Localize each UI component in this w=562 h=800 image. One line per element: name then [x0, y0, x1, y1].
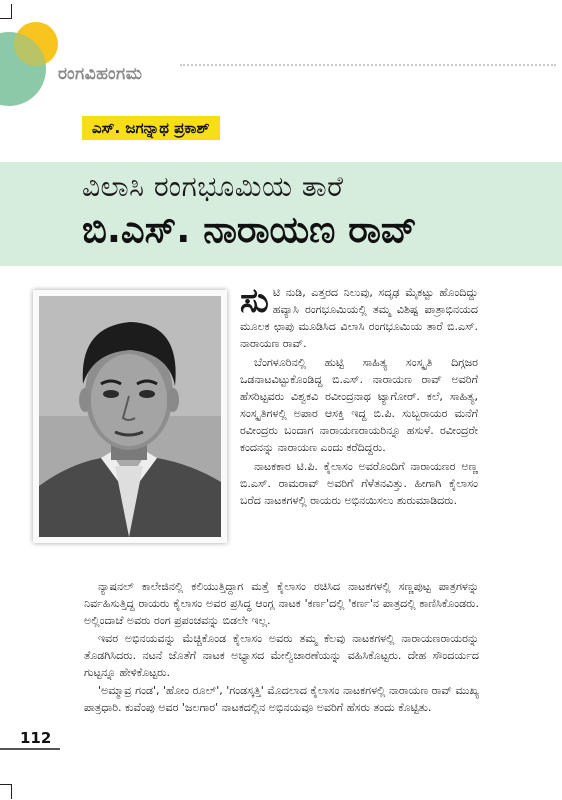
- portrait-illustration: [39, 296, 221, 537]
- paragraph: ನಾಟಕಕಾರ ಟಿ.ಪಿ. ಕೈಲಾಸಂ ಅವರೊಂದಿಗೆ ನಾರಾಯಣರ ಅಣ್ಣ ಬಿ.ಎಸ್. ರಾಮರಾವ್ ಅವರಿಗೆ ಗೆಳೆತನವಿತ್ತು. ಹೀಗಾಗಿ ಕೈಲಾಸಂ ಬರೆದ ನಾಟಕಗಳಲ್ಲಿ ರಾಯರು ಅಭಿನಯಿಸಲು ಶುರುಮಾಡಿದರು.: [240, 460, 478, 507]
- drop-cap: ಸು: [240, 281, 269, 321]
- portrait-photo: [39, 296, 221, 537]
- article-title: ಬಿ.ಎಸ್. ನಾರಾಯಣ ರಾವ್: [82, 208, 417, 251]
- article-column-right: [240, 281, 478, 511]
- paragraph: ಬೆಂಗಳೂರಿನಲ್ಲಿ ಹುಟ್ಟಿ ಸಾಹಿತ್ಯ ಸಂಸ್ಕೃತಿ ದಿಗ್ಗಜರ ಒಡನಾಟವಿಟ್ಟುಕೊಂಡಿದ್ದ ಬಿ.ಎಸ್. ನಾರಾಯಣ ರಾವ್ ಅವರಿಗೆ ಹೆಸರಿಟ್ಟವರು ವಿಶ್ವಕವಿ ರವೀಂದ್ರನಾಥ ಟ್ಯಾಗೋರ್. ಕಲೆ, ಸಾಹಿತ್ಯ, ಸಂಸ್ಕೃತಿಗಳಲ್ಲಿ ಅಪಾರ ಆಸಕ್ತಿ ಇದ್ದ ಬಿ.ಪಿ. ಸುಬ್ಬರಾಯರ ಮನೆಗೆ ರವೀಂದ್ರರು ಬಂದಾಗ ನಾರಾಯಣರಾಯರಿನ್ನೂ ಹಸುಳೆ. ರವೀಂದ್ರರೇ ಕಂದನನ್ನು ನಾರಾಯಣ ಎಂದು ಕರೆದಿದ್ದರು.: [240, 356, 478, 454]
- paragraph: 'ಅಮ್ಮಾವ್ರ ಗಂಡ', 'ಹೋಂ ರೂಲ್', 'ಗಂಡಸ್ಕತ್ತಿ' ಮೊದಲಾದ ಕೈಲಾಸಂ ನಾಟಕಗಳಲ್ಲಿ ನಾರಾಯಣ ರಾವ್ ಮುಖ್ಯ ಪಾತ್ರಧಾರಿ. ಕುವೆಂಪು ಅವರ 'ಜಲಗಾರ' ನಾಟಕದಲ್ಲಿನ ಅಭಿನಯವೂ ಅವರಿಗೆ ಹೆಸರು ತಂದು ಕೊಟ್ಟಿತು.: [84, 684, 479, 714]
- author-byline: ಎಸ್. ಜಗನ್ನಾಥ ಪ್ರಕಾಶ್: [82, 116, 220, 140]
- article-kicker: ವಿಲಾಸಿ ರಂಗಭೂಮಿಯ ತಾರೆ: [82, 170, 344, 203]
- dotted-divider: [180, 64, 556, 68]
- page-number: 112: [20, 729, 52, 747]
- paragraph: [240, 281, 478, 352]
- paragraph: ನ್ಯಾಷನಲ್ ಕಾಲೇಜಿನಲ್ಲಿ ಕಲಿಯುತ್ತಿದ್ದಾಗ ಮತ್ತೆ ಕೈಲಾಸಂ ರಚಿಸಿದ ನಾಟಕಗಳಲ್ಲಿ ಸಣ್ಣಪುಟ್ಟ ಪಾತ್ರಗಳನ್ನು ನಿರ್ವಹಿಸುತ್ತಿದ್ದ ರಾಯರು ಕೈಲಾಸಂ ಅವರ ಪ್ರಸಿದ್ಧ ಆಂಗ್ಲ ನಾಟಕ 'ಕರ್ಣ'ದಲ್ಲಿ 'ಕರ್ಣ'ನ ಪಾತ್ರದಲ್ಲಿ ಕಾಣಿಸಿಕೊಂಡರು. ಅಲ್ಲಿಂದಾಚೆ ಅವರು ರಂಗ ಪ್ರಪಂಚವನ್ನು ಬಿಡಲೇ ಇಲ್ಲ.: [84, 580, 479, 627]
- page-number-rule: [0, 748, 60, 750]
- portrait-frame: [33, 290, 227, 543]
- article-column-full: [84, 578, 479, 717]
- paragraph-text: ಟಿ ನುಡಿ, ಎತ್ತರದ ನಿಲುವು, ಸದೃಢ ಮೈಕಟ್ಟು ಹೊಂದಿದ್ದು ಹವ್ಯಾಸಿ ರಂಗಭೂಮಿಯಲ್ಲಿ ತಮ್ಮ ವಿಶಿಷ್ಟ ಪಾತ್ರಾಭಿನಯದ ಮೂಲಕ ಛಾಪು ಮೂಡಿಸಿದ ವಿಲಾಸಿ ರಂಗಭೂಮಿಯ ತಾರೆ ಬಿ.ಎಸ್. ನಾರಾಯಣ ರಾವ್.: [240, 286, 478, 350]
- section-label: ರಂಗವಿಹಂಗಮ: [58, 64, 143, 84]
- crop-mark: [11, 785, 12, 799]
- paragraph: ಇವರ ಅಭಿನಯವನ್ನು ಮೆಚ್ಚಿಕೊಂಡ ಕೈಲಾಸಂ ಅವರು ತಮ್ಮ ಕೆಲವು ನಾಟಕಗಳಲ್ಲಿ ನಾರಾಯಣರಾಯರನ್ನು ತೊಡಗಿಸಿದರು. ನಟನೆ ಜೊತೆಗೆ ನಾಟಕ ಅಭ್ಯಾಸದ ಮೇಲ್ವಿಚಾರಣೆಯನ್ನು ವಹಿಸಿಕೊಟ್ಟರು. ದೇಹ ಸೌಂದರ್ಯದ ಗುಟ್ಟನ್ನೂ ಹೇಳಿಕೊಟ್ಟರು.: [84, 632, 479, 679]
- decorative-circle-overlap: [0, 0, 70, 110]
